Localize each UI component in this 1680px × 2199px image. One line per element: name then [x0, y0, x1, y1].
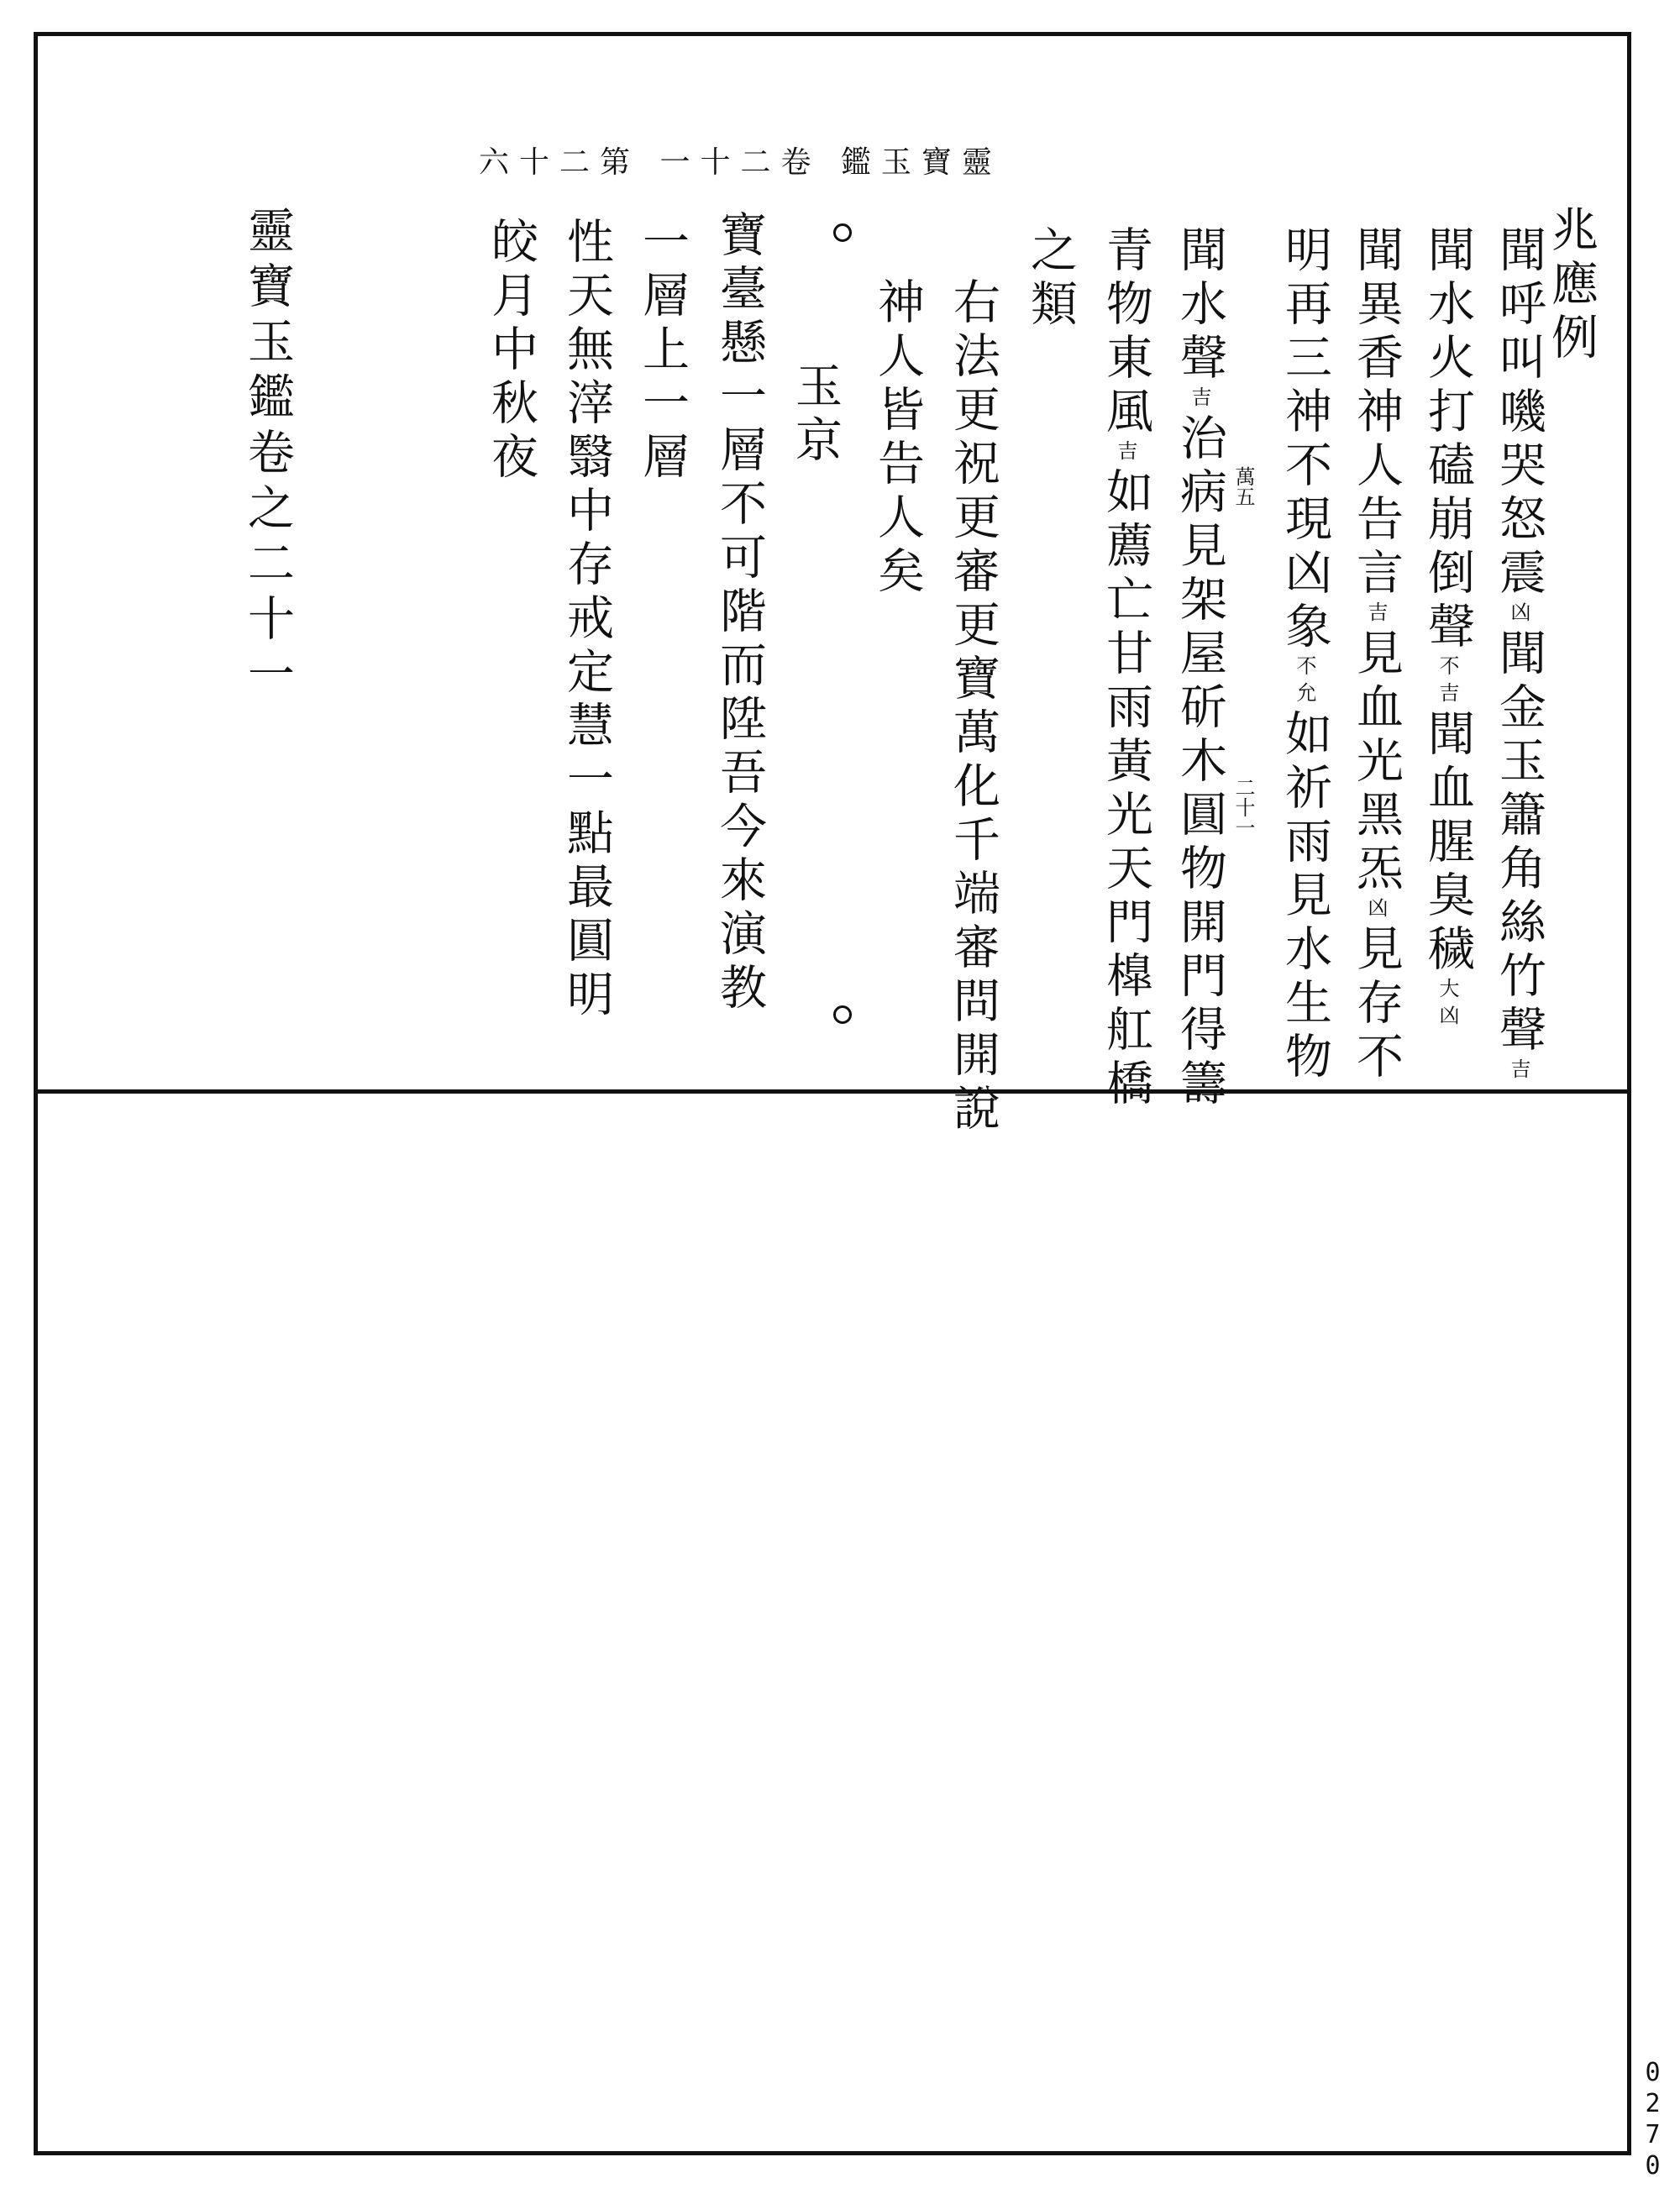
- text-segment: 青物東風: [1099, 225, 1153, 440]
- text-segment: 見存不: [1349, 924, 1404, 1085]
- text-column-3: [1420, 225, 1475, 1031]
- text-column-11: 玉京: [788, 361, 843, 469]
- volume-title: 靈寶玉鑑卷之二十一: [240, 206, 295, 705]
- circle-mark-top: [833, 223, 852, 242]
- page-number: 0270: [1638, 2058, 1667, 2182]
- text-column-6: [1173, 225, 1227, 1112]
- text-column-15: 皎月中秋夜: [484, 217, 538, 485]
- circle-mark-bottom: [833, 1005, 852, 1024]
- text-column-7: [1099, 225, 1153, 1112]
- text-segment: 見血光黑炁: [1349, 628, 1404, 897]
- annotation-note: 吉: [1114, 440, 1137, 467]
- side-note: 萬五: [1231, 466, 1255, 506]
- text-segment: 聞血腥臭穢: [1420, 709, 1475, 978]
- text-column-10: 神人皆告人矣: [870, 277, 925, 600]
- text-column-9: 右法更祝更審更寶萬化千端審問開說: [946, 277, 1000, 1137]
- page-header: 靈寶玉鑑 卷二十一 第二十六: [479, 145, 1002, 180]
- text-segment: 中存戒定慧: [559, 485, 614, 754]
- annotation-note: 吉: [1364, 601, 1388, 628]
- annotation-note: 吉: [1188, 386, 1211, 413]
- text-column-12: [712, 210, 767, 1016]
- annotation-note: 凶: [1364, 897, 1388, 924]
- text-column-13: 一層上一層: [635, 217, 690, 485]
- text-column-14: [559, 217, 614, 1023]
- text-segment: 治病見架屋斫木圓物開門得籌: [1173, 413, 1227, 1112]
- text-column-5: [1278, 225, 1332, 1085]
- annotation-note: 不吉: [1436, 655, 1459, 709]
- text-column-1: 兆應例: [1544, 205, 1599, 366]
- text-segment: 如祈雨見水生物: [1278, 709, 1332, 1085]
- text-segment: 如薦亡甘雨黃光天門橰舡橋: [1099, 467, 1153, 1112]
- side-note: 二十一: [1231, 777, 1255, 837]
- text-column-2: [1492, 225, 1546, 1085]
- annotation-note: 吉: [1507, 1058, 1530, 1085]
- text-column-8: 之類: [1023, 225, 1078, 333]
- text-segment: 聞水聲: [1173, 225, 1227, 386]
- text-segment: 一點最圓明: [559, 754, 614, 1023]
- text-segment: 聞金玉簫角絲竹聲: [1492, 628, 1546, 1058]
- annotation-note: 大凶: [1436, 978, 1459, 1031]
- text-segment: 性天無滓翳: [559, 217, 614, 485]
- text-segment: 寶臺懸一層: [712, 210, 767, 479]
- annotation-note: 凶: [1507, 601, 1530, 628]
- text-segment: 聞水火打磕崩倒聲: [1420, 225, 1475, 655]
- text-segment: 吾今來演教: [712, 748, 767, 1016]
- text-segment: 聞呼叫嘰哭怒震: [1492, 225, 1546, 601]
- page-divider: [34, 1089, 1631, 1094]
- text-column-4: [1349, 225, 1404, 1085]
- text-segment: 不可階而陞: [712, 479, 767, 748]
- text-segment: 明再三神不現凶象: [1278, 225, 1332, 655]
- text-segment: 聞異香神人告言: [1349, 225, 1404, 601]
- annotation-note: 不允: [1293, 655, 1316, 709]
